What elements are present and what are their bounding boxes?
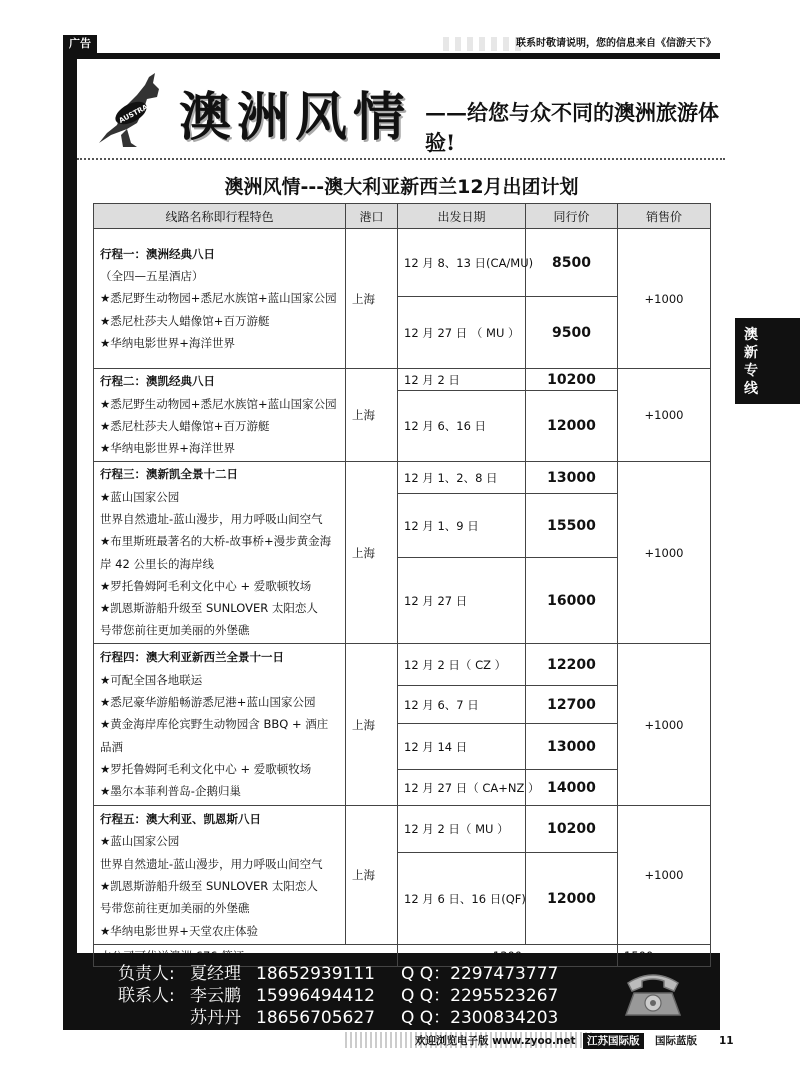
price-cell: 13000 [526,462,618,494]
banner-title: 澳洲风情 [179,88,412,148]
kangaroo-logo-icon [97,71,167,149]
date-cell: 12 月 14 日 [398,724,526,770]
contact-name: 夏经理 [190,964,241,984]
page-number: 11 [719,1035,734,1047]
contact-phone: 18652939111 [256,964,375,984]
contact-phone: 15996494412 [256,986,375,1006]
visa-label: 本公司可代送澳洲 676 签证 [94,945,398,967]
price-cell: 12000 [526,853,618,945]
route-title: 行程三：澳新凯全景十二日 [100,467,238,482]
route-title: 行程四：澳大利亚新西兰全景十一日 [100,650,284,665]
route-line: 号带您前往更加美丽的外堡礁 [100,623,250,638]
contact-label: 联系人: [118,986,175,1006]
header-sale-price: 销售价 [618,204,711,229]
price-cell: 12000 [526,391,618,462]
price-cell: 10200 [526,369,618,391]
contact-name: 李云鹏 [190,986,241,1006]
route-cell [94,806,346,945]
route-line: ★华纳电影世界+天堂农庄体验 [100,923,258,938]
visa-peer-price: 1300 [398,945,618,967]
route-line: ★华纳电影世界+海洋世界 [100,441,235,456]
route-line: ★黄金海岸库伦宾野生动物园含 BBQ + 酒庄 [100,717,329,732]
route-line: ★蓝山国家公园 [100,489,180,504]
date-cell: 12 月 6 日、16 日(QF) [398,853,526,945]
table-row [94,369,711,391]
banner-subtitle: ——给您与众不同的澳洲旅游体验! [425,100,719,155]
contact-note: 联系时敬请说明，您的信息来自《信游天下》 [516,38,716,49]
ad-tag: 广告 [63,35,97,53]
table-row [94,229,711,297]
route-line: ★悉尼野生动物园+悉尼水族馆+蓝山国家公园 [100,396,337,411]
route-cell [94,644,346,806]
route-line: ★布里斯班最著名的大桥-故事桥+漫步黄金海 [100,534,332,549]
route-cell [94,369,346,462]
route-line: ★悉尼野生动物园+悉尼水族馆+蓝山国家公园 [100,291,337,306]
route-title: 行程一：澳洲经典八日 [100,246,215,261]
footer-contacts [118,963,578,1029]
route-line: 号带您前往更加美丽的外堡礁 [100,901,250,916]
banner [77,59,725,159]
port-cell: 上海 [346,229,398,369]
bottom-strip [63,1032,735,1050]
price-cell: 9500 [526,297,618,369]
table-row [94,644,711,686]
contact-qq: Q Q：2295523267 [401,986,559,1006]
logo-text: AUSTRALIA [117,97,161,125]
route-line: ★罗托鲁姆阿毛利文化中心 + 爱歌顿牧场 [100,761,312,776]
plan-title: 澳洲风情---澳大利亚新西兰12月出团计划 [224,176,579,198]
edition-badge: 江苏国际版 [583,1033,644,1049]
price-cell: 12700 [526,686,618,724]
route-line: （全四—五星酒店） [100,269,204,284]
header-date: 出发日期 [398,204,526,229]
sale-cell: +1000 [618,806,711,945]
itinerary-table [93,203,711,967]
contact-label: 负责人: [118,964,175,984]
port-cell: 上海 [346,462,398,644]
port-cell: 上海 [346,369,398,462]
price-cell: 12200 [526,644,618,686]
date-cell: 12 月 1、9 日 [398,494,526,558]
price-cell: 13000 [526,724,618,770]
date-cell: 12 月 27 日 [398,558,526,644]
website-link[interactable]: 欢迎浏览电子版 www.zyoo.net [415,1035,576,1047]
header-route: 线路名称即行程特色 [94,204,346,229]
date-cell: 12 月 27 日（ CA+NZ ） [398,770,526,806]
sale-cell: +1000 [618,462,711,644]
contact-row [118,1007,578,1029]
route-line: ★罗托鲁姆阿毛利文化中心 + 爱歌顿牧场 [100,578,312,593]
route-title: 行程五：澳大利亚、凯恩斯八日 [100,812,261,827]
price-cell: 15500 [526,494,618,558]
price-cell: 10200 [526,806,618,853]
route-title: 行程二：澳凯经典八日 [100,374,215,389]
route-line: 世界自然遗址-蓝山漫步，用力呼吸山间空气 [100,511,323,526]
telephone-icon [620,967,686,1019]
contact-qq: Q Q：2297473777 [401,964,559,984]
contact-qq: Q Q：2300834203 [401,1008,559,1028]
route-line: 世界自然遗址-蓝山漫步，用力呼吸山间空气 [100,856,323,871]
route-line: ★悉尼杜莎夫人蜡像馆+百万游艇 [100,419,270,433]
date-cell: 12 月 1、2、8 日 [398,462,526,494]
date-cell: 12 月 8、13 日(CA/MU) [398,229,526,297]
route-line: 品酒 [100,739,123,754]
contact-row [118,985,578,1007]
route-line: ★悉尼杜莎夫人蜡像馆+百万游艇 [100,313,270,328]
divider [77,158,725,160]
port-cell: 上海 [346,806,398,945]
header-peer-price: 同行价 [526,204,618,229]
route-line: ★墨尔本菲利普岛-企鹅归巢 [100,784,241,799]
route-cell [94,462,346,644]
route-line: 岸 42 公里长的海岸线 [100,556,214,571]
date-cell: 12 月 2 日（ MU ） [398,806,526,853]
contact-phone: 18656705627 [256,1008,375,1028]
table-header-row [94,204,711,229]
date-cell: 12 月 6、7 日 [398,686,526,724]
table-row [94,806,711,853]
checker-decoration [443,37,523,51]
date-cell: 12 月 27 日 （ MU ） [398,297,526,369]
sale-cell: +1000 [618,229,711,369]
route-line: ★华纳电影世界+海洋世界 [100,335,235,350]
table-row [94,462,711,494]
route-line: ★蓝山国家公园 [100,834,180,849]
contact-name: 苏丹丹 [190,1008,241,1028]
date-cell: 12 月 2 日 [398,369,526,391]
port-cell: 上海 [346,644,398,806]
top-bar [63,35,720,54]
date-cell: 12 月 2 日（ CZ ） [398,644,526,686]
header-port: 港口 [346,204,398,229]
price-cell: 8500 [526,229,618,297]
sale-cell: +1000 [618,369,711,462]
route-cell [94,229,346,369]
route-line: ★悉尼豪华游船畅游悉尼港+蓝山国家公园 [100,695,316,710]
price-cell: 14000 [526,770,618,806]
route-line: ★可配全国各地联运 [100,672,203,687]
price-cell: 16000 [526,558,618,644]
route-line: ★凯恩斯游船升级至 SUNLOVER 太阳恋人 [100,601,318,616]
sale-cell: +1000 [618,644,711,806]
contact-row [118,963,578,985]
edition-name: 国际蓝版 [655,1035,697,1047]
side-tab [735,318,800,404]
route-line: ★凯恩斯游船升级至 SUNLOVER 太阳恋人 [100,879,318,893]
visa-sale-price: 1500 [618,945,711,967]
side-tab-label: 澳新专线 [744,327,758,397]
date-cell: 12 月 6、16 日 [398,391,526,462]
